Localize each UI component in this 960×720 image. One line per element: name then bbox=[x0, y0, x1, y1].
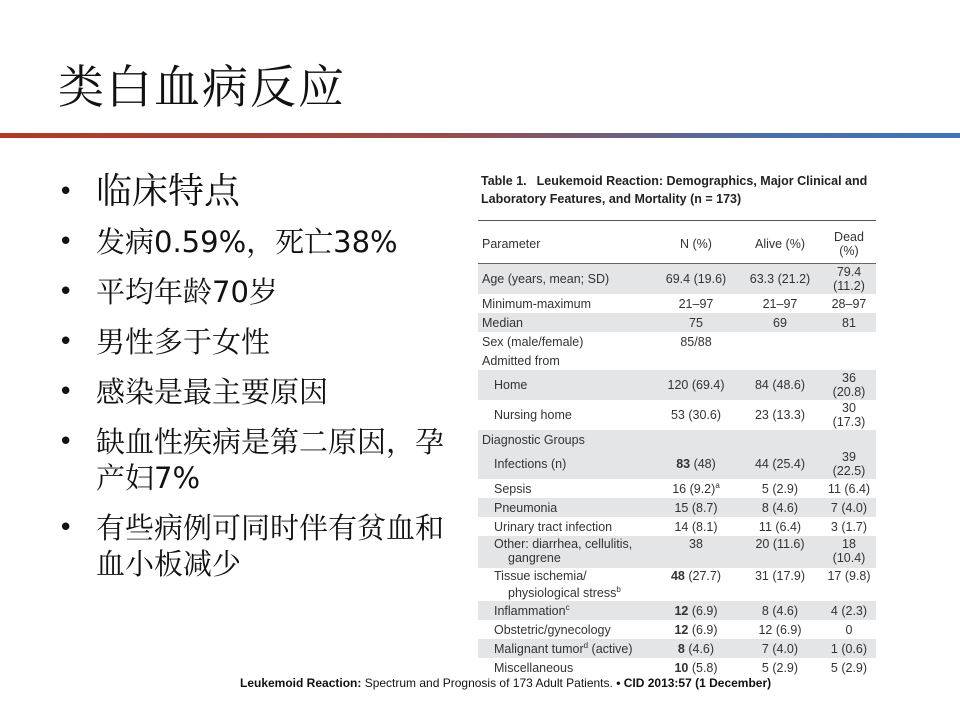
bullet-text: 男性多于女性 bbox=[96, 325, 271, 359]
data-table-figure bbox=[478, 170, 878, 675]
cell-text-bold: 12 bbox=[674, 603, 689, 618]
table-row bbox=[478, 370, 876, 400]
cell-text: 75 bbox=[689, 315, 703, 330]
cell-text: 69.4 (19.6) bbox=[665, 272, 727, 286]
table-cell-alive: 31 (17.9) bbox=[754, 569, 806, 583]
table-cell-parameter bbox=[478, 639, 654, 658]
table-cell-alive: 20 (11.6) bbox=[738, 536, 822, 568]
table-caption bbox=[478, 172, 878, 208]
table-cell-dead: 3 (1.7) bbox=[830, 519, 868, 534]
bullet-dot-icon: • bbox=[58, 513, 74, 543]
table-row bbox=[478, 639, 876, 658]
cell-text-bold: 8 bbox=[677, 641, 685, 656]
bullet-item bbox=[58, 374, 458, 410]
table-cell-n bbox=[654, 658, 738, 677]
table-row bbox=[478, 517, 876, 536]
table-cell-parameter bbox=[478, 601, 654, 620]
bullet-item bbox=[58, 274, 458, 310]
table-cell-n bbox=[654, 498, 738, 517]
table-cell-alive bbox=[738, 430, 822, 449]
bullet-item bbox=[58, 224, 458, 260]
data-table bbox=[478, 220, 876, 677]
cell-text: Sex (male/female) bbox=[482, 334, 584, 349]
table-row bbox=[478, 620, 876, 639]
table-cell-parameter bbox=[478, 370, 654, 400]
cell-text: (6.9) bbox=[688, 622, 718, 637]
table-cell-n bbox=[654, 517, 738, 536]
bullet-item bbox=[58, 170, 458, 214]
cell-text: Admitted from bbox=[482, 353, 560, 368]
table-cell-alive bbox=[738, 351, 822, 370]
table-cell-n bbox=[654, 264, 738, 295]
table-row bbox=[478, 400, 876, 430]
table-cell-alive: 5 (2.9) bbox=[761, 660, 799, 675]
bullet-item bbox=[58, 424, 458, 496]
footnote-marker: d bbox=[583, 641, 589, 651]
table-cell-alive: 63.3 (21.2) bbox=[738, 264, 822, 295]
table-cell-n bbox=[654, 536, 738, 568]
table-cell-n bbox=[654, 639, 738, 658]
table-cell-n bbox=[654, 370, 738, 400]
cell-text: gangrene bbox=[508, 551, 561, 565]
table-caption-line1: Leukemoid Reaction: Demographics, Major Clinical and bbox=[536, 174, 868, 188]
bullet-dot-icon: • bbox=[58, 427, 74, 457]
bullet-text: 缺血性疾病是第二原因，孕产妇7% bbox=[96, 425, 445, 495]
table-cell-alive: 21–97 bbox=[762, 296, 798, 311]
table-cell-alive: 8 (4.6) bbox=[738, 498, 822, 517]
table-row bbox=[478, 601, 876, 620]
bullet-list bbox=[58, 170, 458, 596]
bullet-text: 发病0.59%，死亡38% bbox=[96, 225, 398, 259]
cell-text: 85/88 bbox=[680, 334, 712, 349]
bullet-text: 有些病例可同时伴有贫血和血小板减少 bbox=[96, 511, 445, 581]
footnote-marker: b bbox=[616, 585, 621, 594]
cell-text: (6.9) bbox=[688, 603, 718, 618]
title-divider bbox=[0, 133, 960, 138]
cell-text: (active) bbox=[588, 642, 633, 657]
cell-text: Malignant tumor bbox=[494, 642, 584, 657]
table-row bbox=[478, 449, 876, 479]
cell-text-bold: 12 bbox=[674, 622, 689, 637]
column-header: Dead (%) bbox=[822, 221, 876, 264]
cell-text: (48) bbox=[690, 457, 716, 471]
citation bbox=[240, 676, 771, 690]
table-cell-dead: 81 bbox=[822, 313, 876, 332]
footnote-marker: c bbox=[565, 603, 570, 613]
cell-text: Tissue ischemia/ bbox=[494, 569, 587, 583]
cell-text: Sepsis bbox=[494, 481, 532, 496]
footnote-marker: a bbox=[715, 480, 720, 490]
table-cell-dead: 1 (0.6) bbox=[822, 639, 876, 658]
table-row bbox=[478, 264, 876, 295]
cell-text: 14 (8.1) bbox=[674, 519, 718, 534]
table-cell-n bbox=[654, 479, 738, 498]
table-cell-parameter bbox=[478, 620, 654, 639]
table-cell-dead: 39 (22.5) bbox=[822, 449, 876, 479]
cell-text: Home bbox=[494, 378, 528, 392]
table-cell-alive: 69 bbox=[738, 313, 822, 332]
table-cell-n bbox=[654, 332, 738, 351]
bullet-item bbox=[58, 510, 458, 582]
bullet-text: 平均年龄70岁 bbox=[96, 275, 278, 309]
table-cell-dead bbox=[822, 430, 876, 449]
table-cell-parameter bbox=[478, 294, 654, 313]
table-cell-parameter bbox=[478, 313, 654, 332]
cell-text: Other: diarrhea, cellulitis, bbox=[494, 537, 633, 551]
table-cell-parameter bbox=[478, 536, 654, 568]
bullet-text: 临床特点 bbox=[96, 171, 241, 212]
cell-text: physiological stress bbox=[508, 586, 617, 601]
cell-text: Age (years, mean; SD) bbox=[482, 272, 610, 286]
table-cell-n bbox=[654, 568, 738, 601]
table-header-row bbox=[478, 221, 876, 264]
table-cell-parameter bbox=[478, 568, 654, 601]
table-cell-parameter bbox=[478, 449, 654, 479]
cell-text-bold: 10 bbox=[674, 660, 689, 675]
cell-text: (27.7) bbox=[684, 569, 722, 583]
table-cell-dead: 5 (2.9) bbox=[830, 660, 868, 675]
table-cell-dead: 18 (10.4) bbox=[822, 536, 876, 568]
bullet-dot-icon: • bbox=[58, 177, 74, 207]
table-cell-dead: 28–97 bbox=[831, 296, 867, 311]
cell-text: 21–97 bbox=[678, 296, 714, 311]
table-cell-alive: 44 (25.4) bbox=[738, 449, 822, 479]
table-cell-parameter bbox=[478, 658, 654, 677]
table-row bbox=[478, 430, 876, 449]
cell-text: Diagnostic Groups bbox=[482, 432, 585, 447]
table-row bbox=[478, 351, 876, 370]
cell-text-bold: 83 bbox=[676, 457, 691, 471]
table-cell-alive: 7 (4.0) bbox=[738, 639, 822, 658]
table-cell-alive bbox=[738, 332, 822, 351]
table-cell-dead: 0 bbox=[845, 622, 853, 637]
table-row bbox=[478, 332, 876, 351]
table-row bbox=[478, 498, 876, 517]
table-row bbox=[478, 658, 876, 677]
column-header: Alive (%) bbox=[738, 221, 822, 264]
table-cell-n bbox=[654, 620, 738, 639]
bullet-dot-icon: • bbox=[58, 327, 74, 357]
table-cell-dead: 30 (17.3) bbox=[832, 401, 866, 429]
table-cell-alive: 11 (6.4) bbox=[758, 519, 802, 534]
table-caption-number: Table 1. bbox=[481, 174, 527, 188]
table-row bbox=[478, 536, 876, 568]
cell-text: Urinary tract infection bbox=[494, 519, 613, 534]
table-cell-alive: 5 (2.9) bbox=[761, 481, 799, 496]
cell-text: Obstetric/gynecology bbox=[494, 622, 611, 637]
cell-text: Minimum-maximum bbox=[482, 296, 592, 311]
table-cell-n bbox=[654, 601, 738, 620]
table-cell-parameter bbox=[478, 430, 654, 449]
cell-text: 15 (8.7) bbox=[674, 500, 718, 515]
table-cell-n bbox=[654, 430, 738, 449]
table-cell-parameter bbox=[478, 400, 654, 430]
cell-text: 53 (30.6) bbox=[670, 408, 722, 422]
table-cell-dead: 79.4 (11.2) bbox=[822, 264, 876, 295]
table-cell-dead: 7 (4.0) bbox=[822, 498, 876, 517]
bullet-item bbox=[58, 324, 458, 360]
table-row bbox=[478, 479, 876, 498]
table-caption-line2: Laboratory Features, and Mortality (n = 173) bbox=[481, 192, 742, 206]
slide-title: 类白血病反应 bbox=[58, 60, 346, 114]
cell-text: Nursing home bbox=[494, 408, 572, 422]
table-cell-alive: 23 (13.3) bbox=[754, 408, 806, 422]
table-row bbox=[478, 294, 876, 313]
cell-text: Infections (n) bbox=[494, 457, 567, 471]
table-cell-dead bbox=[822, 332, 876, 351]
table-cell-dead bbox=[822, 351, 876, 370]
cell-text: Pneumonia bbox=[494, 500, 558, 515]
table-cell-parameter bbox=[478, 517, 654, 536]
table-cell-parameter bbox=[478, 264, 654, 295]
table-cell-parameter bbox=[478, 498, 654, 517]
table-cell-alive: 84 (48.6) bbox=[738, 370, 822, 400]
table-cell-alive: 8 (4.6) bbox=[738, 601, 822, 620]
table-cell-dead: 11 (6.4) bbox=[827, 481, 871, 496]
table-cell-parameter bbox=[478, 351, 654, 370]
cell-text: Miscellaneous bbox=[494, 660, 574, 675]
table-cell-dead: 36 (20.8) bbox=[822, 370, 876, 400]
table-cell-n bbox=[654, 449, 738, 479]
cell-text: 120 (69.4) bbox=[667, 378, 725, 392]
citation-title: Leukemoid Reaction: bbox=[240, 676, 362, 690]
cell-text-bold: 48 bbox=[670, 569, 685, 583]
bullet-dot-icon: • bbox=[58, 377, 74, 407]
citation-subtitle: Spectrum and Prognosis of 173 Adult Patients. bbox=[361, 676, 617, 690]
cell-text: (4.6) bbox=[684, 641, 715, 656]
table-cell-n bbox=[654, 313, 738, 332]
table-row bbox=[478, 313, 876, 332]
cell-text: (5.8) bbox=[688, 660, 718, 675]
cell-text: 38 bbox=[689, 537, 703, 551]
table-cell-n bbox=[654, 351, 738, 370]
citation-bullet: • bbox=[616, 676, 621, 690]
table-cell-parameter bbox=[478, 479, 654, 498]
cell-text: Inflammation bbox=[494, 604, 566, 619]
cell-text: Median bbox=[482, 315, 523, 330]
column-header: N (%) bbox=[654, 221, 738, 264]
table-cell-n bbox=[654, 294, 738, 313]
citation-journal: CID 2013:57 (1 December) bbox=[620, 676, 772, 690]
column-header: Parameter bbox=[478, 221, 654, 264]
table-cell-parameter bbox=[478, 332, 654, 351]
bullet-text: 感染是最主要原因 bbox=[96, 375, 329, 409]
table-cell-dead: 4 (2.3) bbox=[822, 601, 876, 620]
table-cell-n bbox=[654, 400, 738, 430]
bullet-dot-icon: • bbox=[58, 227, 74, 257]
table-cell-dead: 17 (9.8) bbox=[827, 569, 871, 583]
table-cell-alive: 12 (6.9) bbox=[758, 622, 802, 637]
table-row bbox=[478, 568, 876, 601]
cell-text: 16 (9.2) bbox=[672, 482, 716, 497]
bullet-dot-icon: • bbox=[58, 277, 74, 307]
